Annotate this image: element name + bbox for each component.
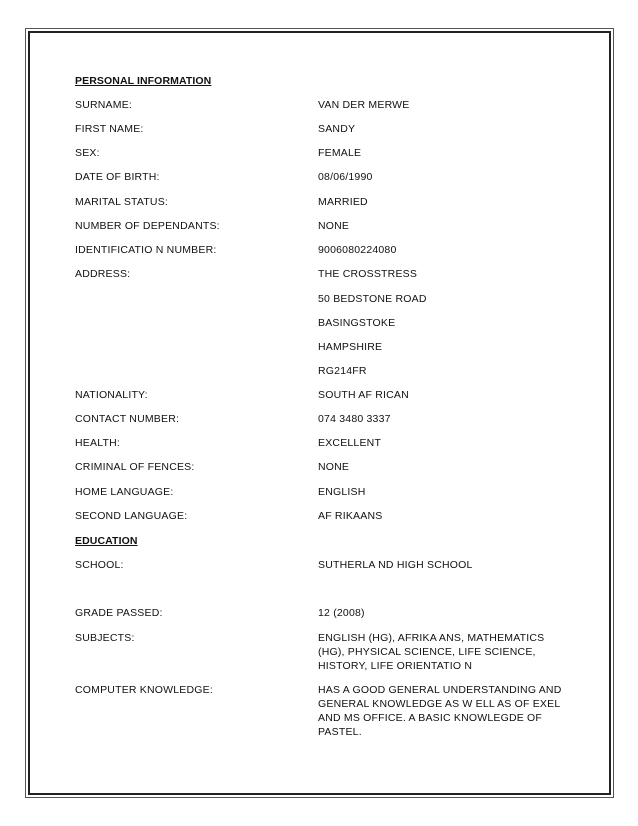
label-school: SCHOOL:: [75, 559, 124, 571]
label-first-name: FIRST NAME:: [75, 123, 144, 135]
value-address-line-3: BASINGSTOKE: [318, 317, 396, 329]
value-grade-passed: 12 (2008): [318, 607, 365, 619]
value-subjects: ENGLISH (HG), AFRIKA ANS, MATHEMATICS (HG), PHYSICAL SCIENCE, LIFE SCIENCE, HISTORY, LIFE ORIENTATIO N: [318, 632, 545, 672]
label-dependants: NUMBER OF DEPENDANTS:: [75, 220, 220, 232]
value-first-name: SANDY: [318, 123, 356, 135]
value-date-of-birth: 08/06/1990: [318, 171, 373, 183]
value-second-language: AF RIKAANS: [318, 510, 383, 522]
value-dependants: NONE: [318, 220, 350, 232]
label-second-language: SECOND LANGUAGE:: [75, 510, 188, 522]
label-nationality: NATIONALITY:: [75, 389, 148, 401]
education-heading: EDUCATION: [75, 535, 138, 547]
label-grade-passed: GRADE PASSED:: [75, 607, 163, 619]
label-subjects: SUBJECTS:: [75, 632, 135, 644]
value-health: EXCELLENT: [318, 437, 382, 449]
value-address-line-4: HAMPSHIRE: [318, 341, 383, 353]
value-home-language: ENGLISH: [318, 486, 366, 498]
value-address-line-5: RG214FR: [318, 365, 367, 377]
value-nationality: SOUTH AF RICAN: [318, 389, 409, 401]
label-identification-number: IDENTIFICATIO N NUMBER:: [75, 244, 217, 256]
value-contact-number: 074 3480 3337: [318, 413, 391, 425]
value-criminal-offences: NONE: [318, 461, 350, 473]
label-address: ADDRESS:: [75, 268, 131, 280]
value-computer-knowledge: HAS A GOOD GENERAL UNDERSTANDING AND GENERAL KNOWLEDGE AS W ELL AS OF EXEL AND MS OFFICE. A BASIC KNOWLEGDE OF PASTEL.: [318, 684, 562, 738]
label-sex: SEX:: [75, 147, 100, 159]
label-contact-number: CONTACT NUMBER:: [75, 413, 180, 425]
value-school: SUTHERLA ND HIGH SCHOOL: [318, 559, 473, 571]
label-criminal-offences: CRIMINAL OF FENCES:: [75, 461, 195, 473]
value-address-line-1: THE CROSSTRESS: [318, 268, 418, 280]
label-marital-status: MARITAL STATUS:: [75, 196, 169, 208]
value-marital-status: MARRIED: [318, 196, 368, 208]
value-sex: FEMALE: [318, 147, 362, 159]
personal-information-heading: PERSONAL INFORMATION: [75, 75, 212, 87]
label-home-language: HOME LANGUAGE:: [75, 486, 174, 498]
label-date-of-birth: DATE OF BIRTH:: [75, 171, 160, 183]
label-surname: SURNAME:: [75, 99, 133, 111]
value-identification-number: 9006080224080: [318, 244, 397, 256]
value-address-line-2: 50 BEDSTONE ROAD: [318, 293, 427, 305]
label-health: HEALTH:: [75, 437, 120, 449]
label-computer-knowledge: COMPUTER KNOWLEDGE:: [75, 684, 213, 696]
value-surname: VAN DER MERWE: [318, 99, 410, 111]
